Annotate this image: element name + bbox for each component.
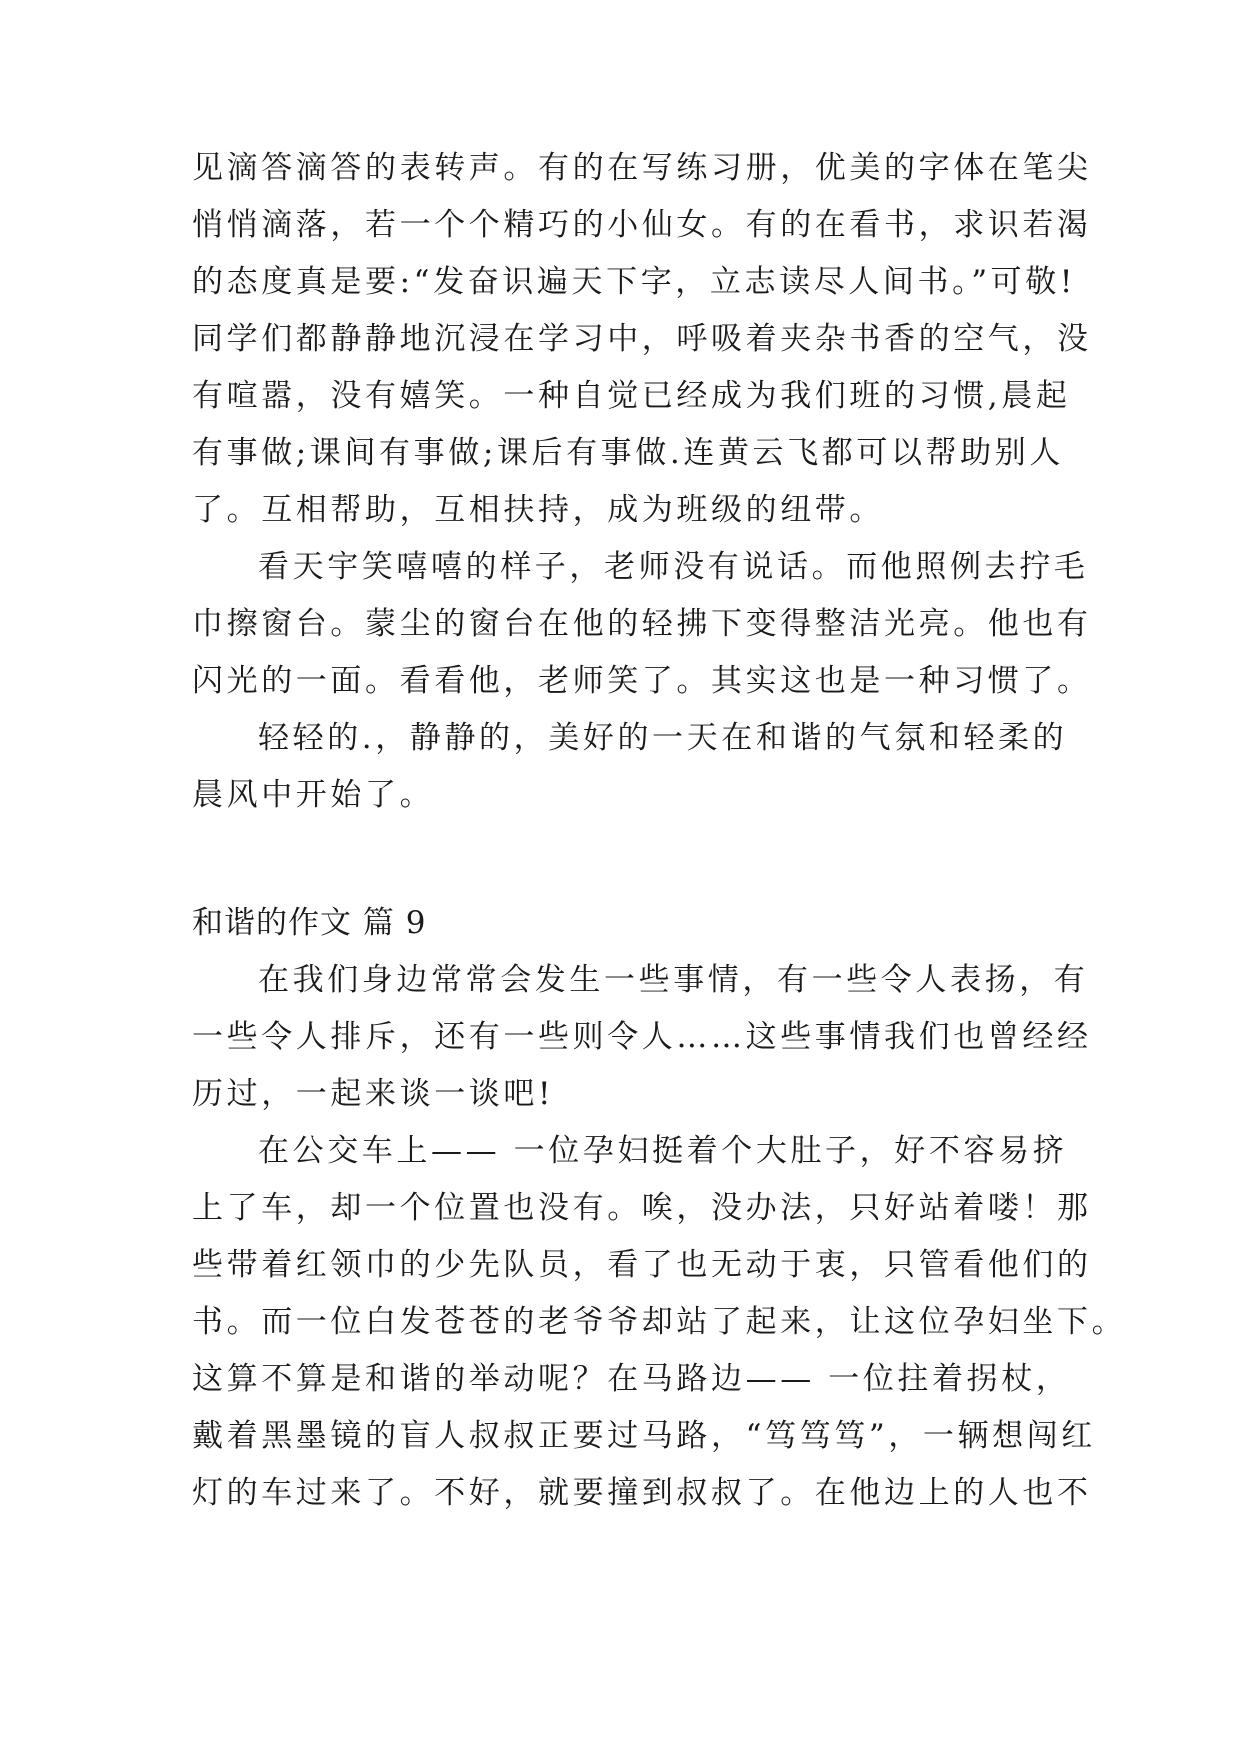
text-line: 灯的车过来了。不好，就要撞到叔叔了。在他边上的人也不 bbox=[192, 1475, 1092, 1511]
text-line: 这算不算是和谐的举动呢？在马路边—— 一位拄着拐杖， bbox=[192, 1361, 1071, 1397]
section-heading: 和谐的作文 篇 9 bbox=[192, 905, 427, 941]
text-line: 历过，一起来谈一谈吧! bbox=[192, 1076, 555, 1112]
text-line: 同学们都静静地沉浸在学习中，呼吸着夹杂书香的空气，没 bbox=[192, 321, 1092, 357]
text-line: 在公交车上—— 一位孕妇挺着个大肚子，好不容易挤 bbox=[258, 1133, 1068, 1169]
text-line: 的态度真是要:“发奋识遍天下字，立志读尽人间书。”可敬! bbox=[192, 264, 1076, 300]
text-line: 晨风中开始了。 bbox=[192, 777, 435, 813]
text-line: 见滴答滴答的表转声。有的在写练习册，优美的字体在笔尖 bbox=[192, 150, 1092, 186]
text-line: 上了车，却一个位置也没有。唉，没办法，只好站着喽！那 bbox=[192, 1190, 1092, 1226]
text-line: 一些令人排斥，还有一些则令人……这些事情我们也曾经经 bbox=[192, 1019, 1092, 1055]
text-line: 书。而一位白发苍苍的老爷爷却站了起来，让这位孕妇坐下。 bbox=[192, 1304, 1127, 1340]
text-line: 悄悄滴落，若一个个精巧的小仙女。有的在看书，求识若渴 bbox=[192, 207, 1092, 243]
text-line: 在我们身边常常会发生一些事情，有一些令人表扬，有 bbox=[258, 962, 1089, 998]
text-line: 轻轻的.，静静的，美好的一天在和谐的气氛和轻柔的 bbox=[258, 720, 1068, 756]
text-line: 看天宇笑嘻嘻的样子，老师没有说话。而他照例去拧毛 bbox=[258, 549, 1089, 585]
text-line: 巾擦窗台。蒙尘的窗台在他的轻拂下变得整洁光亮。他也有 bbox=[192, 606, 1092, 642]
text-line: 戴着黑墨镜的盲人叔叔正要过马路，“笃笃笃”，一辆想闯红 bbox=[192, 1418, 1096, 1454]
text-line: 了。互相帮助，互相扶持，成为班级的纽带。 bbox=[192, 492, 884, 528]
text-line: 些带着红领巾的少先队员，看了也无动于衷，只管看他们的 bbox=[192, 1247, 1092, 1283]
text-line: 闪光的一面。看看他，老师笑了。其实这也是一种习惯了。 bbox=[192, 663, 1092, 699]
text-line: 有喧嚣，没有嬉笑。一种自觉已经成为我们班的习惯,晨起 bbox=[192, 378, 1071, 414]
text-line: 有事做;课间有事做;课后有事做.连黄云飞都可以帮助别人 bbox=[192, 435, 1064, 471]
